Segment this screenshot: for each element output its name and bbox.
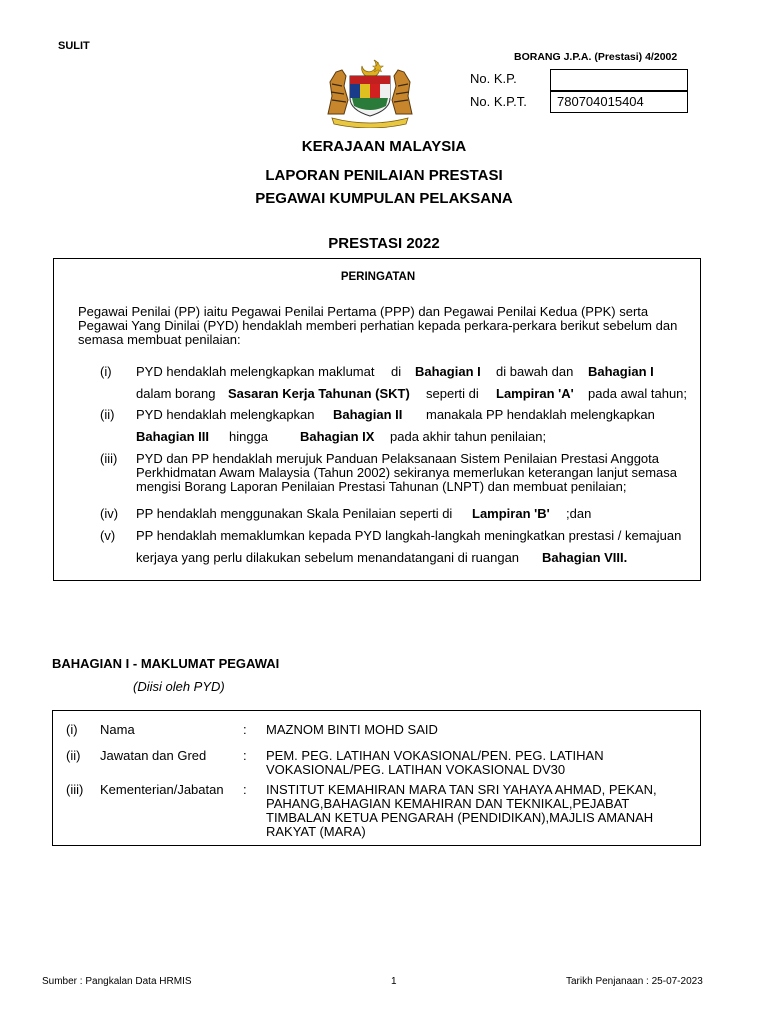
item-text: pada akhir tahun penilaian; — [390, 429, 547, 444]
warning-intro-line: Pegawai Yang Dinilai (PYD) hendaklah memberi perhatian kepada perkara-perkara berikut sebelum dan — [78, 318, 678, 333]
item-emphasis: Bahagian III — [136, 429, 209, 444]
item-text: PYD hendaklah melengkapkan maklumat — [136, 364, 375, 379]
item-emphasis: Bahagian II — [333, 407, 403, 422]
item-emphasis: Sasaran Kerja Tahunan (SKT) — [228, 386, 410, 401]
kp-label: No. K.P. — [470, 71, 517, 86]
row-label: Kementerian/Jabatan — [100, 782, 224, 797]
warning-title: PERINGATAN — [340, 271, 416, 283]
item-text: dalam borang — [136, 386, 216, 401]
item-text: hingga — [229, 429, 269, 444]
item-emphasis: Bahagian VIII. — [542, 550, 628, 565]
item-text: ;dan — [566, 506, 592, 521]
item-text: di — [391, 364, 402, 379]
item-text: PYD dan PP hendaklah merujuk Panduan Pelaksanaan Sistem Penilaian Prestasi Anggota — [136, 451, 659, 466]
classification-label: SULIT — [58, 40, 90, 52]
row-separator: : — [243, 782, 247, 797]
item-emphasis: Lampiran 'B' — [472, 506, 550, 521]
row-number: (iii) — [66, 782, 84, 797]
footer-source: Sumber : Pangkalan Data HRMIS — [42, 976, 192, 987]
warning-box — [53, 258, 701, 581]
item-text: kerjaya yang perlu dilakukan sebelum menandatangani di ruangan — [136, 550, 520, 565]
item-emphasis: Lampiran 'A' — [496, 386, 574, 401]
row-label: Nama — [100, 722, 135, 737]
item-text: mengisi Borang Laporan Penilaian Prestasi Tahunan (LNPT) dan membuat penilaian; — [136, 479, 627, 494]
item-text: seperti di — [426, 386, 479, 401]
government-title: KERAJAAN MALAYSIA — [301, 138, 467, 155]
item-text: manakala PP hendaklah melengkapkan — [426, 407, 655, 422]
item-text: PP hendaklah memaklumkan kepada PYD langkah-langkah meningkatkan prestasi / kemajuan — [136, 528, 682, 543]
position-value: VOKASIONAL/PEG. LATIHAN VOKASIONAL DV30 — [266, 762, 566, 777]
kpt-label: No. K.P.T. — [470, 94, 527, 109]
section-title: BAHAGIAN I - MAKLUMAT PEGAWAI — [52, 656, 280, 671]
item-text: pada awal tahun; — [588, 386, 688, 401]
item-number: (ii) — [100, 407, 115, 422]
kp-value-field — [550, 69, 688, 91]
item-emphasis: Bahagian I — [588, 364, 654, 379]
year-title: PRESTASI 2022 — [328, 235, 440, 252]
position-value: PEM. PEG. LATIHAN VOKASIONAL/PEN. PEG. LATIHAN — [266, 748, 604, 763]
item-number: (iii) — [100, 451, 118, 466]
item-number: (i) — [100, 364, 112, 379]
row-number: (i) — [66, 722, 78, 737]
row-separator: : — [243, 722, 247, 737]
ministry-value: PAHANG,BAHAGIAN KEMAHIRAN DAN TEKNIKAL,PEJABAT — [266, 796, 630, 811]
malaysia-coat-of-arms-icon — [322, 56, 418, 128]
report-title-line1: LAPORAN PENILAIAN PRESTASI — [265, 167, 503, 184]
item-text: PYD hendaklah melengkapkan — [136, 407, 315, 422]
report-title-line2: PEGAWAI KUMPULAN PELAKSANA — [255, 190, 513, 207]
form-code: BORANG J.P.A. (Prestasi) 4/2002 — [514, 51, 678, 63]
ministry-value: RAKYAT (MARA) — [266, 824, 366, 839]
row-label: Jawatan dan Gred — [100, 748, 207, 763]
item-text: Perkhidmatan Awam Malaysia (Tahun 2002) sekiranya memerlukan keterangan lanjut semasa — [136, 465, 677, 480]
item-number: (iv) — [100, 506, 119, 521]
footer-page-number: 1 — [391, 976, 397, 987]
item-emphasis: Bahagian I — [415, 364, 481, 379]
item-text: PP hendaklah menggunakan Skala Penilaian seperti di — [136, 506, 453, 521]
section-subtitle: (Diisi oleh PYD) — [133, 679, 225, 694]
item-emphasis: Bahagian IX — [300, 429, 375, 444]
ministry-value: TIMBALAN KETUA PENGARAH (PENDIDIKAN),MAJLIS AMANAH — [266, 810, 654, 825]
row-separator: : — [243, 748, 247, 763]
row-number: (ii) — [66, 748, 81, 763]
name-value: MAZNOM BINTI MOHD SAID — [266, 722, 438, 737]
item-number: (v) — [100, 528, 116, 543]
kpt-value-field: 780704015404 — [550, 91, 688, 113]
warning-intro-line: Pegawai Penilai (PP) iaitu Pegawai Penilai Pertama (PPP) dan Pegawai Penilai Kedua (PPK) serta — [78, 304, 649, 319]
item-text: di bawah dan — [496, 364, 574, 379]
ministry-value: INSTITUT KEMAHIRAN MARA TAN SRI YAHAYA AHMAD, PEKAN, — [266, 782, 657, 797]
footer-print-date: Tarikh Penjanaan : 25-07-2023 — [566, 976, 703, 987]
warning-intro-line: semasa membuat penilaian: — [78, 332, 241, 347]
officer-info-box — [52, 710, 701, 846]
